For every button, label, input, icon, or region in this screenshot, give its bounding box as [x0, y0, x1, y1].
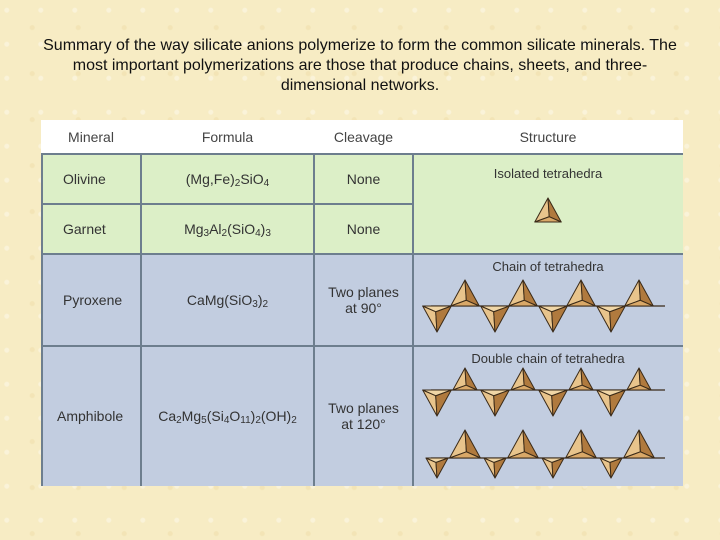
table-row-amphibole-cleavage [314, 346, 413, 486]
formula-text: (SiO [227, 221, 256, 237]
header-mineral: Mineral [68, 129, 114, 145]
table-row-olivine-mineral: Olivine [41, 154, 141, 204]
formula-text: Al [209, 221, 222, 237]
formula-text: CaMg(SiO [186, 292, 253, 308]
silicate-table [41, 120, 683, 486]
formula-text: Mg [184, 221, 204, 237]
formula-text: Ca [158, 408, 177, 424]
structure-label-double-chain: Double chain of tetrahedra [471, 351, 625, 366]
formula-subscript: 2 [221, 227, 228, 239]
tetrahedron-icon [413, 180, 683, 240]
caption: Summary of the way silicate anions polymerize to form the common silicate minerals. The most important polymerizations are those that produce chains, sheets, and three-dimensional networks. [43, 37, 677, 94]
cleavage-line: at 90° [345, 300, 382, 316]
cleavage-line: None [346, 221, 381, 237]
cleavage-line: Two planes [328, 284, 399, 300]
formula-subscript: 11 [240, 414, 251, 426]
table-row-olivine-formula [141, 154, 314, 204]
formula-subscript: 2 [176, 414, 182, 426]
header-formula: Formula [201, 129, 254, 145]
cleavage-line: at 120° [341, 416, 386, 432]
table-row-garnet-cleavage [314, 204, 413, 254]
grid-line [41, 253, 683, 255]
formula-text: ) [260, 221, 266, 237]
formula-text: SiO [240, 171, 264, 187]
formula-subscript: 4 [223, 414, 230, 426]
table-row-pyroxene-cleavage [314, 254, 413, 346]
formula-subscript: 5 [201, 414, 207, 426]
formula-text: (OH) [260, 408, 292, 424]
formula-subscript: 2 [262, 298, 269, 310]
grid-line [41, 203, 413, 205]
header-structure: Structure [519, 129, 577, 145]
formula-text: ) [257, 292, 263, 308]
formula-text: ) [250, 408, 256, 424]
structure-label-isolated: Isolated tetrahedra [493, 166, 603, 181]
formula-subscript: 2 [255, 414, 261, 426]
structure-label-chain: Chain of tetrahedra [492, 259, 604, 274]
tetrahedron-chain [413, 274, 683, 340]
formula-subscript: 4 [263, 177, 270, 189]
cleavage-line: None [346, 171, 381, 187]
cleavage-line: Two planes [328, 400, 399, 416]
formula-subscript: 2 [234, 177, 241, 189]
table-row-olivine-cleavage [314, 154, 413, 204]
grid-line [41, 153, 683, 155]
formula-subscript: 3 [265, 227, 271, 239]
formula-subscript: 3 [203, 227, 210, 239]
formula-subscript: 3 [252, 298, 258, 310]
double-tetrahedron-chain [413, 364, 683, 484]
grid-line [41, 345, 683, 347]
formula-text: Mg [181, 408, 202, 424]
table-row-garnet-mineral: Garnet [41, 204, 141, 254]
formula-text: (Si [206, 408, 224, 424]
table-row-amphibole-mineral: Amphibole [41, 346, 141, 486]
table-row-amphibole-formula [141, 346, 314, 486]
formula-text: (Mg,Fe) [185, 171, 235, 187]
formula-subscript: 4 [255, 227, 261, 239]
formula-text: O [229, 408, 241, 424]
header-cleavage: Cleavage [333, 129, 394, 145]
table-row-pyroxene-mineral: Pyroxene [41, 254, 141, 346]
formula-subscript: 2 [291, 414, 297, 426]
table-row-pyroxene-formula [141, 254, 314, 346]
table-row-garnet-formula [141, 204, 314, 254]
